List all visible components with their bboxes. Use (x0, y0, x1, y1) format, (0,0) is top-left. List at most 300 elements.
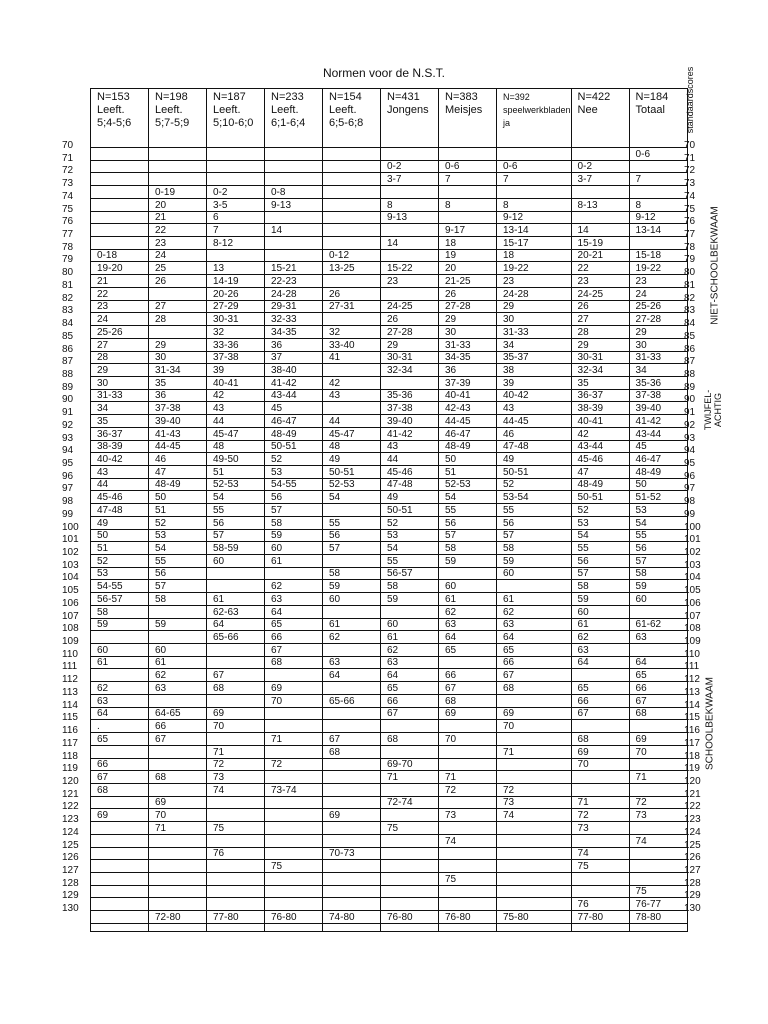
table-cell: 29 (381, 338, 439, 351)
score-label: 116 (684, 725, 700, 737)
table-cell: 38-39 (571, 402, 629, 415)
table-cell: 62 (149, 669, 207, 682)
table-cell: 66 (149, 720, 207, 733)
score-label: 105 (62, 585, 79, 597)
table-cell: 0-2 (571, 160, 629, 173)
table-cell: 8-12 (207, 237, 265, 250)
table-row (91, 173, 688, 186)
table-cell: 35 (91, 415, 149, 428)
table-cell: 22 (91, 287, 149, 300)
table-cell (207, 809, 265, 822)
table-cell: 29 (497, 300, 572, 313)
score-label: 104 (684, 572, 701, 584)
column-header (571, 89, 629, 148)
table-cell: 78-80 (629, 911, 687, 924)
table-cell (323, 275, 381, 288)
column-header-n: N=154 (329, 91, 362, 103)
score-label: 89 (684, 381, 696, 393)
table-cell: . (91, 720, 149, 733)
table-cell: 69 (497, 707, 572, 720)
score-label: 108 (684, 623, 701, 635)
table-cell: 68 (323, 745, 381, 758)
table-cell: 71 (629, 771, 687, 784)
score-label: 70 (684, 140, 696, 151)
table-cell: 74-80 (323, 911, 381, 924)
score-label: 83 (684, 305, 696, 317)
table-cell (571, 834, 629, 847)
table-cell (91, 173, 149, 186)
table-row (91, 656, 688, 669)
table-cell: 36-37 (91, 427, 149, 440)
score-label: 112 (62, 674, 78, 686)
table-cell: 44-45 (439, 415, 497, 428)
table-cell: 40-42 (91, 453, 149, 466)
table-cell: 53 (149, 529, 207, 542)
table-cell: 49-50 (207, 453, 265, 466)
table-cell (439, 211, 497, 224)
table-cell (381, 605, 439, 618)
table-cell: 0-2 (381, 160, 439, 173)
score-label: 80 (62, 267, 74, 279)
score-label: 115 (62, 712, 78, 724)
table-cell: 69 (207, 707, 265, 720)
table-cell (497, 822, 572, 835)
table-cell: 30 (629, 338, 687, 351)
score-label: 77 (684, 229, 696, 241)
table-cell: 43-44 (571, 440, 629, 453)
table-cell: 52 (91, 555, 149, 568)
score-label: 118 (684, 750, 700, 762)
column-header-l2: 5;4-5;6 (97, 117, 132, 129)
table-cell: 76-80 (439, 911, 497, 924)
score-label: 84 (62, 318, 74, 330)
table-cell: 53 (571, 516, 629, 529)
table-cell: 60 (381, 618, 439, 631)
table-cell (323, 758, 381, 771)
table-cell: 74 (629, 834, 687, 847)
column-header (439, 89, 497, 148)
table-row (91, 771, 688, 784)
score-label: 108 (62, 623, 79, 635)
table-cell (571, 923, 629, 931)
column-header-n: N=233 (271, 91, 304, 103)
table-cell: 33-36 (207, 338, 265, 351)
table-cell: 68 (265, 656, 323, 669)
score-label: 116 (62, 725, 78, 737)
score-label: 105 (684, 585, 701, 597)
table-cell: 67 (497, 669, 572, 682)
score-label: 103 (684, 559, 701, 571)
table-cell (265, 847, 323, 860)
score-label: 84 (684, 318, 696, 330)
table-cell: 32-34 (571, 364, 629, 377)
table-cell: 36 (149, 389, 207, 402)
table-cell: 36 (439, 364, 497, 377)
score-label: 87 (684, 356, 696, 368)
table-cell: 39-40 (381, 415, 439, 428)
table-cell (207, 694, 265, 707)
score-label: 101 (62, 534, 79, 546)
table-cell (497, 580, 572, 593)
table-cell: 73 (207, 771, 265, 784)
score-label: 81 (62, 279, 74, 291)
table-row (91, 415, 688, 428)
table-cell (571, 720, 629, 733)
table-cell: 56 (323, 529, 381, 542)
table-cell: 67 (323, 733, 381, 746)
table-cell: 72 (629, 796, 687, 809)
table-cell: 56-57 (91, 593, 149, 606)
column-header-l1: speelwerkbladen (503, 105, 571, 115)
table-cell: 39 (497, 376, 572, 389)
table-cell: 71 (265, 733, 323, 746)
score-label: 91 (62, 407, 74, 419)
table-cell: 43 (91, 465, 149, 478)
table-cell: 43 (323, 389, 381, 402)
table-cell: 44 (207, 415, 265, 428)
table-cell: 73-74 (265, 783, 323, 796)
column-header-n: N=383 (445, 91, 478, 103)
table-cell: 30 (149, 351, 207, 364)
table-cell (571, 771, 629, 784)
table-cell: 65 (571, 682, 629, 695)
column-header-l2: 5;7-5;9 (155, 117, 190, 129)
table-cell: 0-18 (91, 249, 149, 262)
table-cell: 8 (497, 198, 572, 211)
table-row (91, 720, 688, 733)
table-cell: 3-7 (571, 173, 629, 186)
score-label: 120 (684, 775, 701, 787)
column-header (265, 89, 323, 148)
table-cell: 71 (497, 745, 572, 758)
score-label: 110 (684, 648, 700, 660)
score-label: 123 (62, 814, 79, 826)
table-cell: 46 (149, 453, 207, 466)
score-label: 96 (684, 470, 696, 482)
table-cell (629, 644, 687, 657)
table-cell (265, 745, 323, 758)
column-header-l1: Totaal (635, 104, 665, 116)
table-cell: 57 (265, 504, 323, 517)
table-cell: 20 (439, 262, 497, 275)
table-row (91, 516, 688, 529)
table-cell: 45-47 (323, 427, 381, 440)
table-cell: 57 (497, 529, 572, 542)
table-cell: 64 (265, 605, 323, 618)
table-cell: 31-33 (497, 326, 572, 339)
score-label: 90 (684, 394, 696, 406)
table-cell: 14 (571, 224, 629, 237)
table-row (91, 555, 688, 568)
table-cell: 73 (571, 822, 629, 835)
table-row (91, 376, 688, 389)
score-label: 97 (684, 483, 696, 495)
table-cell: 58 (497, 542, 572, 555)
table-cell: 67 (381, 707, 439, 720)
table-cell: 60 (571, 605, 629, 618)
table-cell: 65 (91, 733, 149, 746)
table-row (91, 237, 688, 250)
table-cell: 62 (381, 644, 439, 657)
table-cell: 54 (629, 516, 687, 529)
score-label: 104 (62, 572, 79, 584)
table-cell: 56 (265, 491, 323, 504)
score-label: 111 (62, 661, 78, 673)
table-cell: 3-7 (381, 173, 439, 186)
table-cell (497, 758, 572, 771)
table-row (91, 860, 688, 873)
table-row (91, 542, 688, 555)
score-label: 100 (62, 521, 79, 533)
table-cell: 67 (571, 707, 629, 720)
table-cell: 45-47 (207, 427, 265, 440)
table-cell: 52 (571, 504, 629, 517)
table-cell: 72-74 (381, 796, 439, 809)
table-cell: 21-25 (439, 275, 497, 288)
score-label: 129 (684, 890, 701, 902)
table-cell: 54-55 (265, 478, 323, 491)
table-cell: 75-80 (497, 911, 572, 924)
table-cell: 69 (571, 745, 629, 758)
table-cell (91, 860, 149, 873)
table-cell: 52-53 (207, 478, 265, 491)
score-label: 73 (62, 178, 74, 190)
table-cell: 50-51 (571, 491, 629, 504)
table-cell: 69-70 (381, 758, 439, 771)
table-cell: 43 (381, 440, 439, 453)
table-row (91, 898, 688, 911)
table-cell (497, 771, 572, 784)
score-label: 109 (62, 636, 79, 648)
score-label: 122 (62, 801, 79, 813)
table-cell: 55 (629, 529, 687, 542)
table-cell: 52 (265, 453, 323, 466)
table-cell: 45 (629, 440, 687, 453)
table-cell (629, 847, 687, 860)
table-cell: 13-25 (323, 262, 381, 275)
table-cell (91, 224, 149, 237)
score-label: 95 (62, 457, 74, 469)
table-cell: 38 (497, 364, 572, 377)
score-label: 80 (684, 267, 696, 279)
table-cell: 43 (207, 402, 265, 415)
table-cell: 65 (439, 644, 497, 657)
column-header-l2: Nee (577, 104, 598, 116)
table-cell: 63 (571, 644, 629, 657)
table-cell: 0-6 (439, 160, 497, 173)
score-label: 71 (684, 152, 696, 164)
table-cell: 53 (265, 465, 323, 478)
table-cell: 61-62 (629, 618, 687, 631)
table-cell: 64 (91, 707, 149, 720)
table-row (91, 618, 688, 631)
table-cell: 76 (571, 898, 629, 911)
table-cell: 72 (265, 758, 323, 771)
table-cell: 24-25 (381, 300, 439, 313)
table-cell (265, 809, 323, 822)
score-label: 98 (684, 496, 696, 508)
table-cell (265, 237, 323, 250)
score-label: 130 (62, 903, 79, 915)
table-cell (381, 376, 439, 389)
table-cell: 71 (207, 745, 265, 758)
column-header-l1: Leeft. (155, 104, 183, 116)
table-cell (439, 796, 497, 809)
table-cell (323, 313, 381, 326)
table-cell (149, 834, 207, 847)
table-row (91, 453, 688, 466)
table-cell (629, 605, 687, 618)
table-cell: 58 (439, 542, 497, 555)
column-header-n: N=392 (503, 92, 530, 102)
table-cell: 13-14 (629, 224, 687, 237)
score-label: 86 (684, 343, 696, 355)
table-cell: 70 (571, 758, 629, 771)
table-row (91, 669, 688, 682)
table-cell (439, 148, 497, 161)
table-cell: 71 (149, 822, 207, 835)
table-cell: 40-42 (497, 389, 572, 402)
table-cell: 74 (439, 834, 497, 847)
table-cell: 50 (629, 478, 687, 491)
table-cell (381, 720, 439, 733)
table-cell: 58 (381, 580, 439, 593)
table-cell: 62-63 (207, 605, 265, 618)
table-cell: 47 (149, 465, 207, 478)
score-label: 75 (62, 203, 74, 215)
table-cell: 8 (629, 198, 687, 211)
table-row (91, 326, 688, 339)
table-cell (207, 872, 265, 885)
table-cell (91, 822, 149, 835)
table-cell: 57 (629, 555, 687, 568)
table-cell: 64 (629, 656, 687, 669)
table-cell: 21 (149, 211, 207, 224)
table-cell: 69 (323, 809, 381, 822)
score-label: 70 (62, 140, 74, 151)
table-cell: 52 (149, 516, 207, 529)
table-cell: 0-6 (497, 160, 572, 173)
score-label: 72 (62, 165, 74, 177)
table-cell (381, 224, 439, 237)
score-label: 74 (62, 190, 74, 202)
table-cell: 69 (265, 682, 323, 695)
table-cell: 75 (571, 860, 629, 873)
table-cell: 67 (265, 644, 323, 657)
table-cell: 19 (439, 249, 497, 262)
score-label: 88 (684, 368, 696, 380)
table-cell: 61 (207, 593, 265, 606)
table-cell (265, 173, 323, 186)
table-cell (381, 745, 439, 758)
table-cell: 70-73 (323, 847, 381, 860)
table-cell: 51 (207, 465, 265, 478)
table-cell: 65 (497, 644, 572, 657)
table-cell (439, 898, 497, 911)
table-cell: 54 (381, 542, 439, 555)
table-cell (265, 834, 323, 847)
score-label: 79 (684, 254, 696, 266)
table-cell (207, 898, 265, 911)
table-cell: 57 (571, 567, 629, 580)
table-cell: 46-47 (439, 427, 497, 440)
table-cell (265, 148, 323, 161)
column-header-l1: Jongens (387, 104, 429, 116)
table-row (91, 885, 688, 898)
table-row (91, 783, 688, 796)
score-label: 110 (62, 648, 78, 660)
score-label: 79 (62, 254, 74, 266)
table-cell: 36-37 (571, 389, 629, 402)
table-row (91, 745, 688, 758)
table-cell (497, 923, 572, 931)
table-row (91, 262, 688, 275)
table-cell: 55 (571, 542, 629, 555)
table-cell: 26 (571, 300, 629, 313)
table-cell: 51 (439, 465, 497, 478)
table-cell: 0-19 (149, 186, 207, 199)
table-cell: 44 (381, 453, 439, 466)
table-cell: 63 (91, 694, 149, 707)
table-cell (439, 860, 497, 873)
score-label: 115 (684, 712, 700, 724)
table-cell: 43 (497, 402, 572, 415)
table-cell: 23 (381, 275, 439, 288)
table-cell: 25-26 (629, 300, 687, 313)
table-cell: 41-42 (381, 427, 439, 440)
table-cell (149, 783, 207, 796)
column-header-l2: 5;10-6;0 (213, 117, 254, 129)
table-cell: 53 (91, 567, 149, 580)
table-cell: 71 (381, 771, 439, 784)
table-cell: 75 (265, 860, 323, 873)
table-cell (207, 923, 265, 931)
table-cell: 14-19 (207, 275, 265, 288)
table-cell: 7 (497, 173, 572, 186)
table-cell: 69 (629, 733, 687, 746)
table-cell: 44-45 (149, 440, 207, 453)
table-cell: 64 (323, 669, 381, 682)
column-header (497, 89, 572, 148)
table-cell: 30 (497, 313, 572, 326)
score-label: 128 (62, 877, 79, 889)
table-cell (439, 656, 497, 669)
table-cell: 76-80 (381, 911, 439, 924)
table-cell: 40-41 (571, 415, 629, 428)
table-cell (571, 148, 629, 161)
table-cell: 61 (497, 593, 572, 606)
table-cell: 49 (91, 516, 149, 529)
table-cell (91, 186, 149, 199)
table-row (91, 338, 688, 351)
table-cell: 34-35 (439, 351, 497, 364)
table-cell (207, 644, 265, 657)
table-cell: 35 (149, 376, 207, 389)
score-label: 77 (62, 229, 74, 241)
table-cell: 49 (497, 453, 572, 466)
table-cell: 66 (439, 669, 497, 682)
table-cell (497, 847, 572, 860)
table-cell (571, 783, 629, 796)
score-label: 102 (684, 547, 701, 558)
table-cell: 27-31 (323, 300, 381, 313)
table-cell (497, 872, 572, 885)
score-label: 71 (62, 152, 74, 164)
table-cell (497, 694, 572, 707)
table-cell (149, 173, 207, 186)
table-cell (149, 605, 207, 618)
schoolbekwaam-label: SCHOOLBEKWAAM (704, 677, 716, 770)
